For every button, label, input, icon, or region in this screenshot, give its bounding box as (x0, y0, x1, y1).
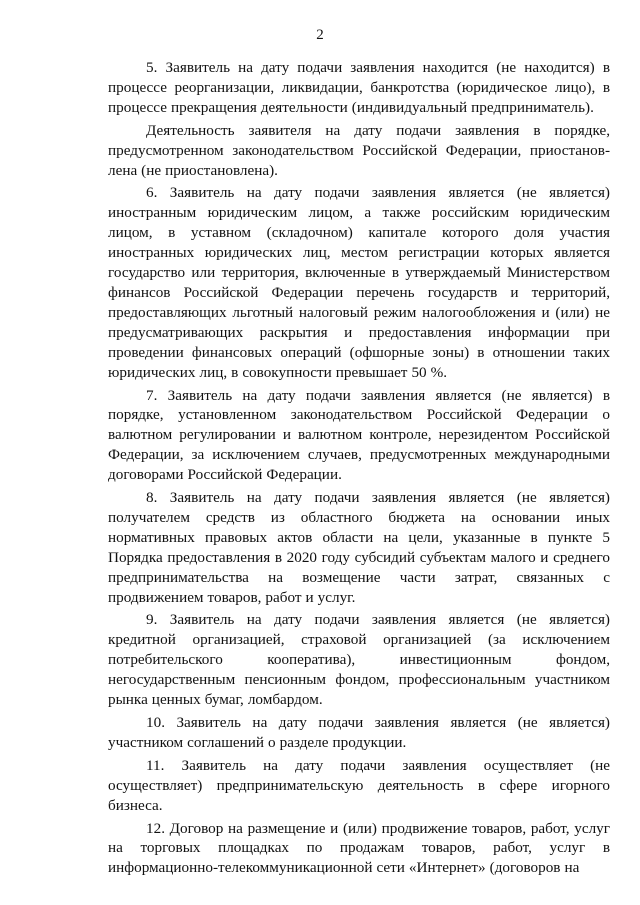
paragraph-12: 12. Договор на размещение и (или) продвижение товаров, работ, услуг на торговых площадках по продажам товаров, работ, услуг в информационно-телекоммуникационной сети «Интернет» (договоров на (108, 819, 610, 877)
page-number: 2 (316, 27, 324, 43)
paragraph-8: 8. Заявитель на дату подачи заявления является (не является) получателем средств из областного бюджета на основании иных нормативных правовых актов области на цели, указанные в пункте 5 Порядка предоставления в 2020 году субсидий субъектам малого и среднего предпринимательства на возмещение части затрат, связанных с продвижением товаров, работ и услуг. (108, 489, 610, 606)
paragraph-9: 9. Заявитель на дату подачи заявления является (не является) кредитной организацией, страховой организацией (за исключением потребительского кооператива), инвестиционным фондом, негосударственным пенсионным фондом, профессиональным участником рынка ценных бумаг, ломбардом. (108, 611, 610, 709)
paragraph-10: 10. Заявитель на дату подачи заявления является (не является) участником соглашений о разделе продукции. (108, 714, 610, 751)
paragraph-7: 7. Заявитель на дату подачи заявления является (не является) в порядке, установленном законодательством Российской Федерации о валютном регулировании и валютном контроле, нерезидентом Российской Федерации, за исключением случаев, предусмотренных международными договорами Российской Федерации. (108, 386, 610, 484)
paragraph-5-continuation: Деятельность заявителя на дату подачи заявления в порядке, предусмотренном законодательством Российской Федерации, приостановлена (не приостановлена). (108, 121, 610, 179)
paragraph-6: 6. Заявитель на дату подачи заявления является (не является) иностранным юридическим лицом, а также российским юридическим лицом, в уставном (складочном) капитале которого доля участия иностранных юридических лиц, местом регистрации которых является государство или территория, включенные в утверждаемый Министерством финансов Российской Федерации перечень государств и территорий, предоставляющих льготный налоговый режим налогообложения и (или) не предусматривающих раскрытия и предоставления информации при проведении финансовых операций (офшорные зоны) в отношении таких юридических лиц, в совокупности превышает 50 %. (108, 184, 610, 381)
paragraph-5: 5. Заявитель на дату подачи заявления находится (не находится) в процессе реорганизации, ликвидации, банкротства (юридическое лицо), в процессе прекращения деятельности (индивидуальный предприниматель). (108, 59, 610, 116)
paragraph-11: 11. Заявитель на дату подачи заявления осуществляет (не осуществляет) предпринимательскую деятельность в сфере игорного бизнеса. (108, 756, 610, 814)
document-body (108, 58, 610, 881)
